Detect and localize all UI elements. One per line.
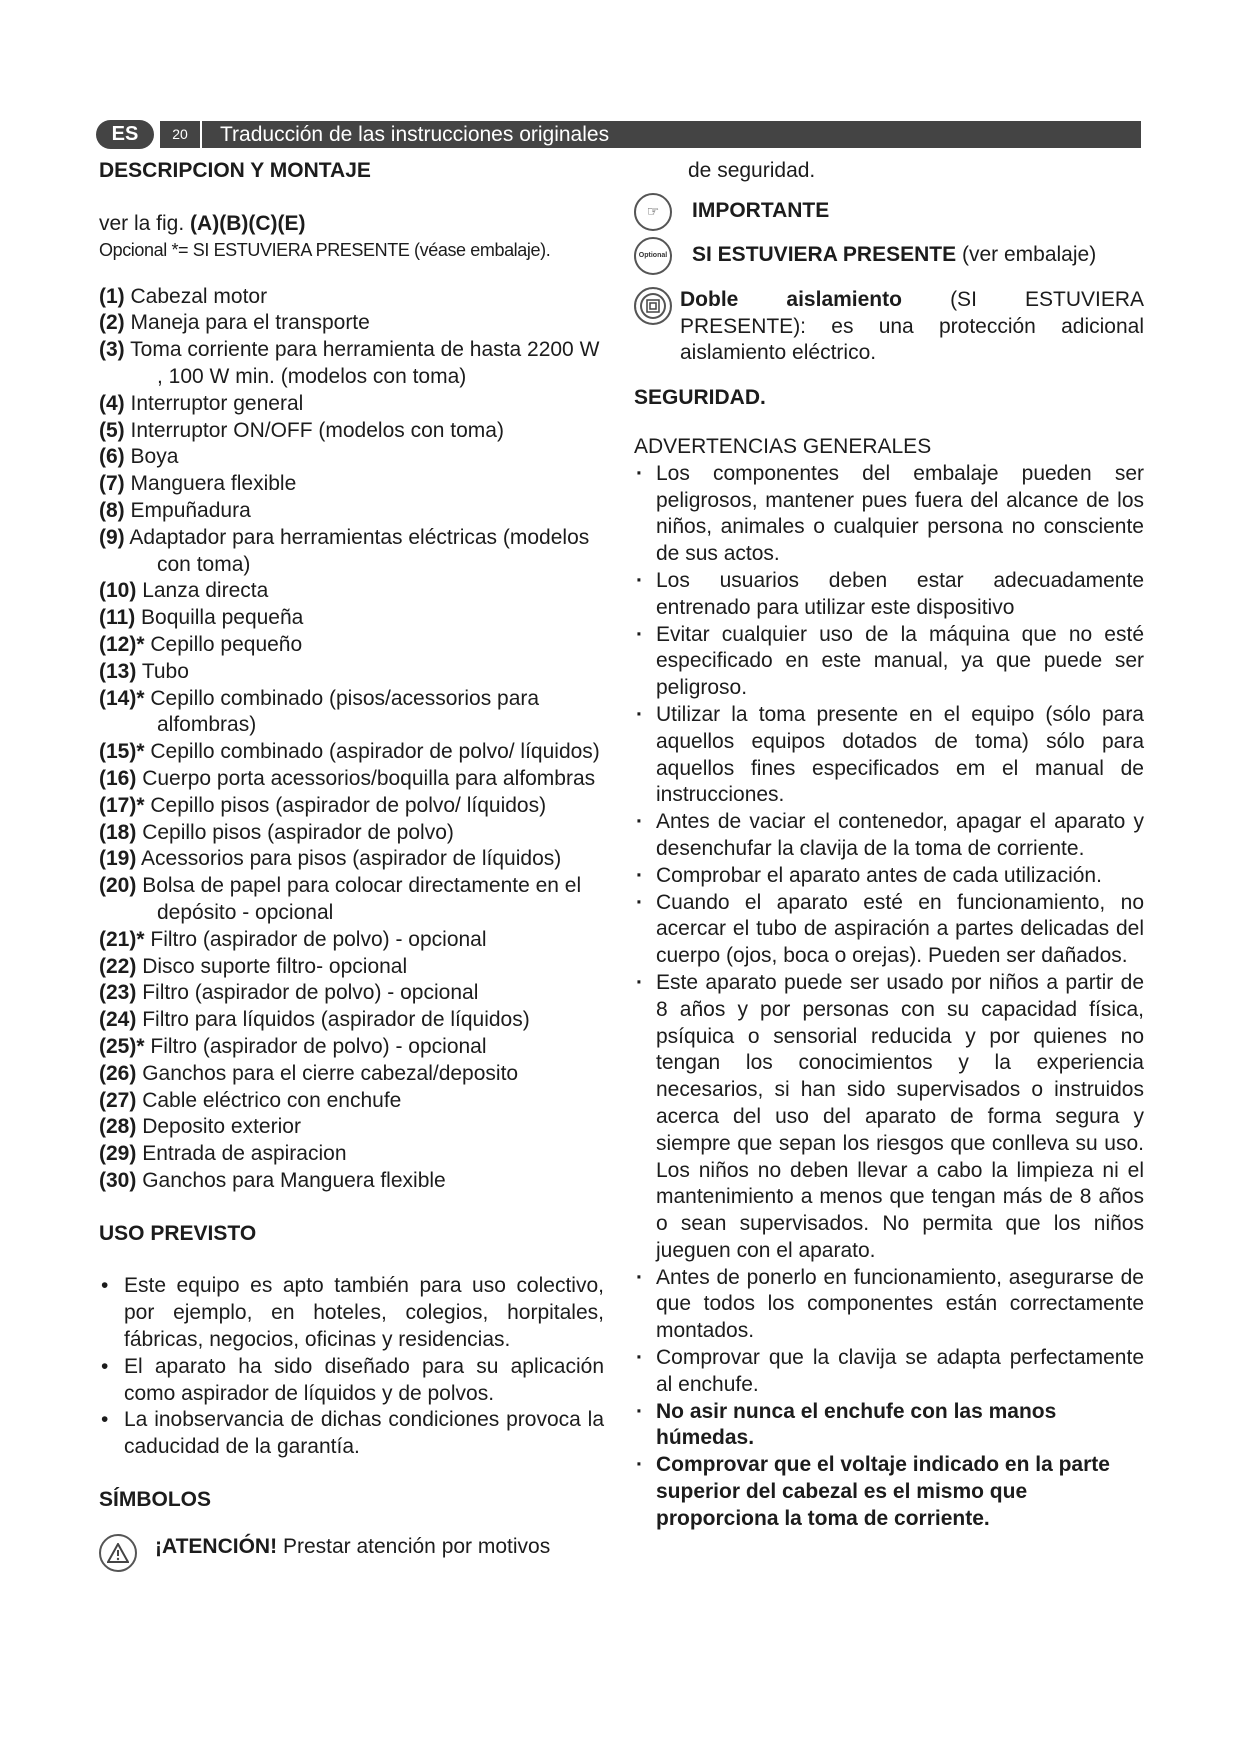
part-text: Adaptador para herramientas eléctricas (modelos con toma) [129, 525, 590, 576]
part-text: Acessorios para pisos (aspirador de líquidos) [141, 847, 562, 871]
part-number: (29) [99, 1142, 137, 1166]
atencion-label: ¡ATENCIÓN! [155, 1534, 278, 1558]
fig-refs: (A)(B)(C)(E) [190, 211, 306, 235]
part-number: (20) [99, 874, 137, 898]
part-item [99, 954, 604, 981]
part-item [99, 846, 604, 873]
optional-note: Opcional *= SI ESTUVIERA PRESENTE (véase embalaje). [99, 239, 551, 260]
part-text: Cepillo combinado (pisos/acessorios para alfombras) [150, 686, 540, 737]
part-item [99, 471, 604, 498]
part-item [99, 1114, 604, 1141]
uso-title: USO PREVISTO [99, 1221, 257, 1245]
uso-item: • El aparato ha sido diseñado para su aplicación como aspirador de líquidos y de polvos. [99, 1354, 604, 1408]
doble-label: Doble aislamiento [680, 287, 902, 311]
part-text: Interruptor ON/OFF (modelos con toma) [130, 418, 504, 442]
language-badge: ES [96, 120, 154, 149]
part-item [99, 578, 604, 605]
part-item [99, 1034, 604, 1061]
part-text: Boquilla pequeña [141, 606, 304, 630]
atencion-row [99, 1534, 604, 1572]
part-number: (30) [99, 1168, 137, 1192]
part-text: Disco suporte filtro- opcional [142, 954, 408, 978]
part-number: (12)* [99, 632, 145, 656]
part-number: (28) [99, 1115, 137, 1139]
warnings-list [634, 461, 1144, 1533]
part-number: (14)* [99, 686, 145, 710]
part-number: (6) [99, 445, 125, 469]
part-number: (15)* [99, 740, 145, 764]
part-item [99, 1141, 604, 1168]
part-text: Bolsa de papel para colocar directamente en el depósito - opcional [142, 874, 582, 924]
warning-item: · Este aparato puede ser usado por niños a partir de 8 años y por personas con su capacidad física, psíquica o sensorial reducida y por quienes no tengan los conocimientos y la experiencia necesarios, si han sido supervisados o instruidos acerca del uso del aparato de forma segura y siempre que sepan los riesgos que conlleva su uso. Los niños no deben llevar a cabo la limpieza ni el mantenimiento a menos que tengan más de 8 años o sean supervisados. No permita que los niños jueguen con el aparato. [634, 970, 1144, 1265]
part-number: (26) [99, 1061, 137, 1085]
fig-reference [99, 211, 604, 238]
left-column [99, 158, 604, 1572]
doble-text-wrap [680, 287, 1144, 367]
desc-title: DESCRIPCION Y MONTAJE [99, 159, 371, 182]
part-item [99, 686, 604, 740]
part-text: Interruptor general [130, 391, 304, 415]
part-number: (17)* [99, 793, 145, 817]
simbolos-title: SÍMBOLOS [99, 1488, 212, 1512]
part-item [99, 873, 604, 927]
advertencias-title: ADVERTENCIAS GENERALES [634, 434, 932, 458]
atencion-text-wrap [155, 1534, 550, 1561]
warning-triangle-icon [99, 1534, 137, 1572]
part-item [99, 337, 604, 391]
uso-item: • La inobservancia de dichas condiciones provoca la caducidad de la garantía. [99, 1407, 604, 1461]
part-number: (10) [99, 579, 137, 603]
part-text: Tubo [141, 659, 189, 683]
part-text: Manguera flexible [130, 472, 297, 496]
part-item [99, 1007, 604, 1034]
doble-text: (SI ESTUVIERA PRESENTE): es una protección adicional aislamiento eléctrico. [680, 287, 1145, 365]
part-item [99, 418, 604, 445]
part-text: Cuerpo porta acessorios/boquilla para alfombras [142, 766, 596, 790]
part-text: Empuñadura [130, 498, 251, 522]
part-text: Toma corriente para herramienta de hasta 2200 W , 100 W min. (modelos con toma) [130, 338, 600, 388]
part-text: Maneja para el transporte [130, 311, 370, 335]
pointing-hand-icon: ☞ [634, 193, 672, 231]
header-title: Traducción de las instrucciones originales [220, 122, 610, 146]
part-item [99, 310, 604, 337]
part-item [99, 793, 604, 820]
part-number: (2) [99, 311, 125, 335]
part-item [99, 766, 604, 793]
part-item [99, 498, 604, 525]
part-number: (23) [99, 981, 137, 1005]
importante-row [634, 193, 1144, 231]
fig-prefix: ver la fig. [99, 211, 185, 235]
parts-list [99, 284, 604, 1195]
warning-item: · Evitar cualquier uso de la máquina que no esté especificado en este manual, ya que puede ser peligroso. [634, 622, 1144, 702]
optional-icon: Optional [634, 237, 672, 275]
part-item [99, 1168, 604, 1195]
seguridad-title: SEGURIDAD. [634, 386, 766, 410]
warning-item: · Cuando el aparato esté en funcionamiento, no acercar el tubo de aspiración a partes delicadas del cuerpo (ojos, boca o orejas). Pueden ser dañados. [634, 890, 1144, 970]
part-item [99, 391, 604, 418]
part-number: (21)* [99, 927, 145, 951]
doble-row [634, 287, 1144, 367]
part-number: (22) [99, 954, 137, 978]
importante-label: IMPORTANTE [692, 199, 830, 223]
page-header [160, 121, 1141, 148]
warning-item: · Comprovar que la clavija se adapta perfectamente al enchufe. [634, 1345, 1144, 1399]
right-column [634, 158, 1144, 1533]
part-item [99, 927, 604, 954]
part-number: (24) [99, 1008, 137, 1032]
part-item [99, 284, 604, 311]
warning-item: · Los componentes del embalaje pueden ser peligrosos, mantener pues fuera del alcance de los niños, animales o cualquier persona no consciente de sus actos. [634, 461, 1144, 568]
part-item [99, 444, 604, 471]
part-item [99, 980, 604, 1007]
warning-item: · Utilizar la toma presente en el equipo (sólo para aquellos equipos dotados de toma) sólo para aquellos fines especificados em el manual de instrucciones. [634, 702, 1144, 809]
part-number: (5) [99, 418, 125, 442]
uso-list [99, 1273, 604, 1461]
part-number: (8) [99, 498, 125, 522]
part-text: Ganchos para Manguera flexible [142, 1168, 446, 1192]
optional-text: (ver embalaje) [961, 243, 1097, 267]
part-number: (13) [99, 659, 137, 683]
warning-item-bold: · Comprovar que el voltaje indicado en la parte superior del cabezal es el mismo que proporciona la toma de corriente. [634, 1452, 1144, 1532]
part-number: (11) [99, 606, 136, 630]
continued-text: de seguridad. [688, 159, 816, 182]
part-item [99, 525, 604, 579]
part-number: (3) [99, 338, 125, 362]
part-item [99, 659, 604, 686]
warning-item-bold: · No asir nunca el enchufe con las manos húmedas. [634, 1399, 1144, 1453]
part-item [99, 605, 604, 632]
uso-item: • Este equipo es apto también para uso colectivo, por ejemplo, en hoteles, colegios, horpitales, fábricas, negocios, oficinas y residencias. [99, 1273, 604, 1353]
optional-label: SI ESTUVIERA PRESENTE [692, 243, 957, 267]
part-item [99, 739, 604, 766]
part-text: Filtro para líquidos (aspirador de líquidos) [142, 1008, 530, 1032]
part-text: Entrada de aspiracion [142, 1142, 347, 1166]
part-number: (16) [99, 766, 137, 790]
part-item [99, 820, 604, 847]
warning-item: · Antes de vaciar el contenedor, apagar el aparato y desenchufar la clavija de la toma de corriente. [634, 809, 1144, 863]
part-number: (4) [99, 391, 125, 415]
part-number: (18) [99, 820, 137, 844]
double-insulation-icon [634, 287, 672, 325]
part-text: Filtro (aspirador de polvo) - opcional [150, 1034, 487, 1058]
part-text: Cepillo pequeño [150, 632, 303, 656]
part-text: Ganchos para el cierre cabezal/deposito [142, 1061, 519, 1085]
part-text: Cepillo combinado (aspirador de polvo/ líquidos) [150, 740, 600, 764]
part-text: Cable eléctrico con enchufe [142, 1088, 402, 1112]
atencion-text: Prestar atención por motivos [282, 1534, 551, 1558]
warning-item: · Antes de ponerlo en funcionamiento, asegurarse de que todos los componentes están correctamente montados. [634, 1265, 1144, 1345]
part-text: Boya [130, 445, 179, 469]
part-item [99, 1061, 604, 1088]
part-text: Filtro (aspirador de polvo) - opcional [150, 927, 487, 951]
part-item [99, 632, 604, 659]
part-item [99, 1088, 604, 1115]
part-number: (19) [99, 847, 137, 871]
part-text: Cepillo pisos (aspirador de polvo/ líquidos) [150, 793, 547, 817]
part-number: (27) [99, 1088, 137, 1112]
part-text: Deposito exterior [142, 1115, 301, 1139]
optional-text-wrap [692, 242, 1096, 269]
part-text: Lanza directa [142, 579, 269, 603]
part-text: Cabezal motor [130, 284, 268, 308]
part-text: Filtro (aspirador de polvo) - opcional [142, 981, 479, 1005]
warning-item: · Los usuarios deben estar adecuadamente entrenado para utilizar este dispositivo [634, 568, 1144, 622]
page-number: 20 [160, 121, 202, 148]
warning-item: · Comprobar el aparato antes de cada utilización. [634, 863, 1144, 890]
part-text: Cepillo pisos (aspirador de polvo) [142, 820, 454, 844]
optional-row [634, 237, 1144, 275]
part-number: (7) [99, 472, 125, 496]
part-number: (25)* [99, 1034, 145, 1058]
part-number: (9) [99, 525, 125, 549]
part-number: (1) [99, 284, 125, 308]
